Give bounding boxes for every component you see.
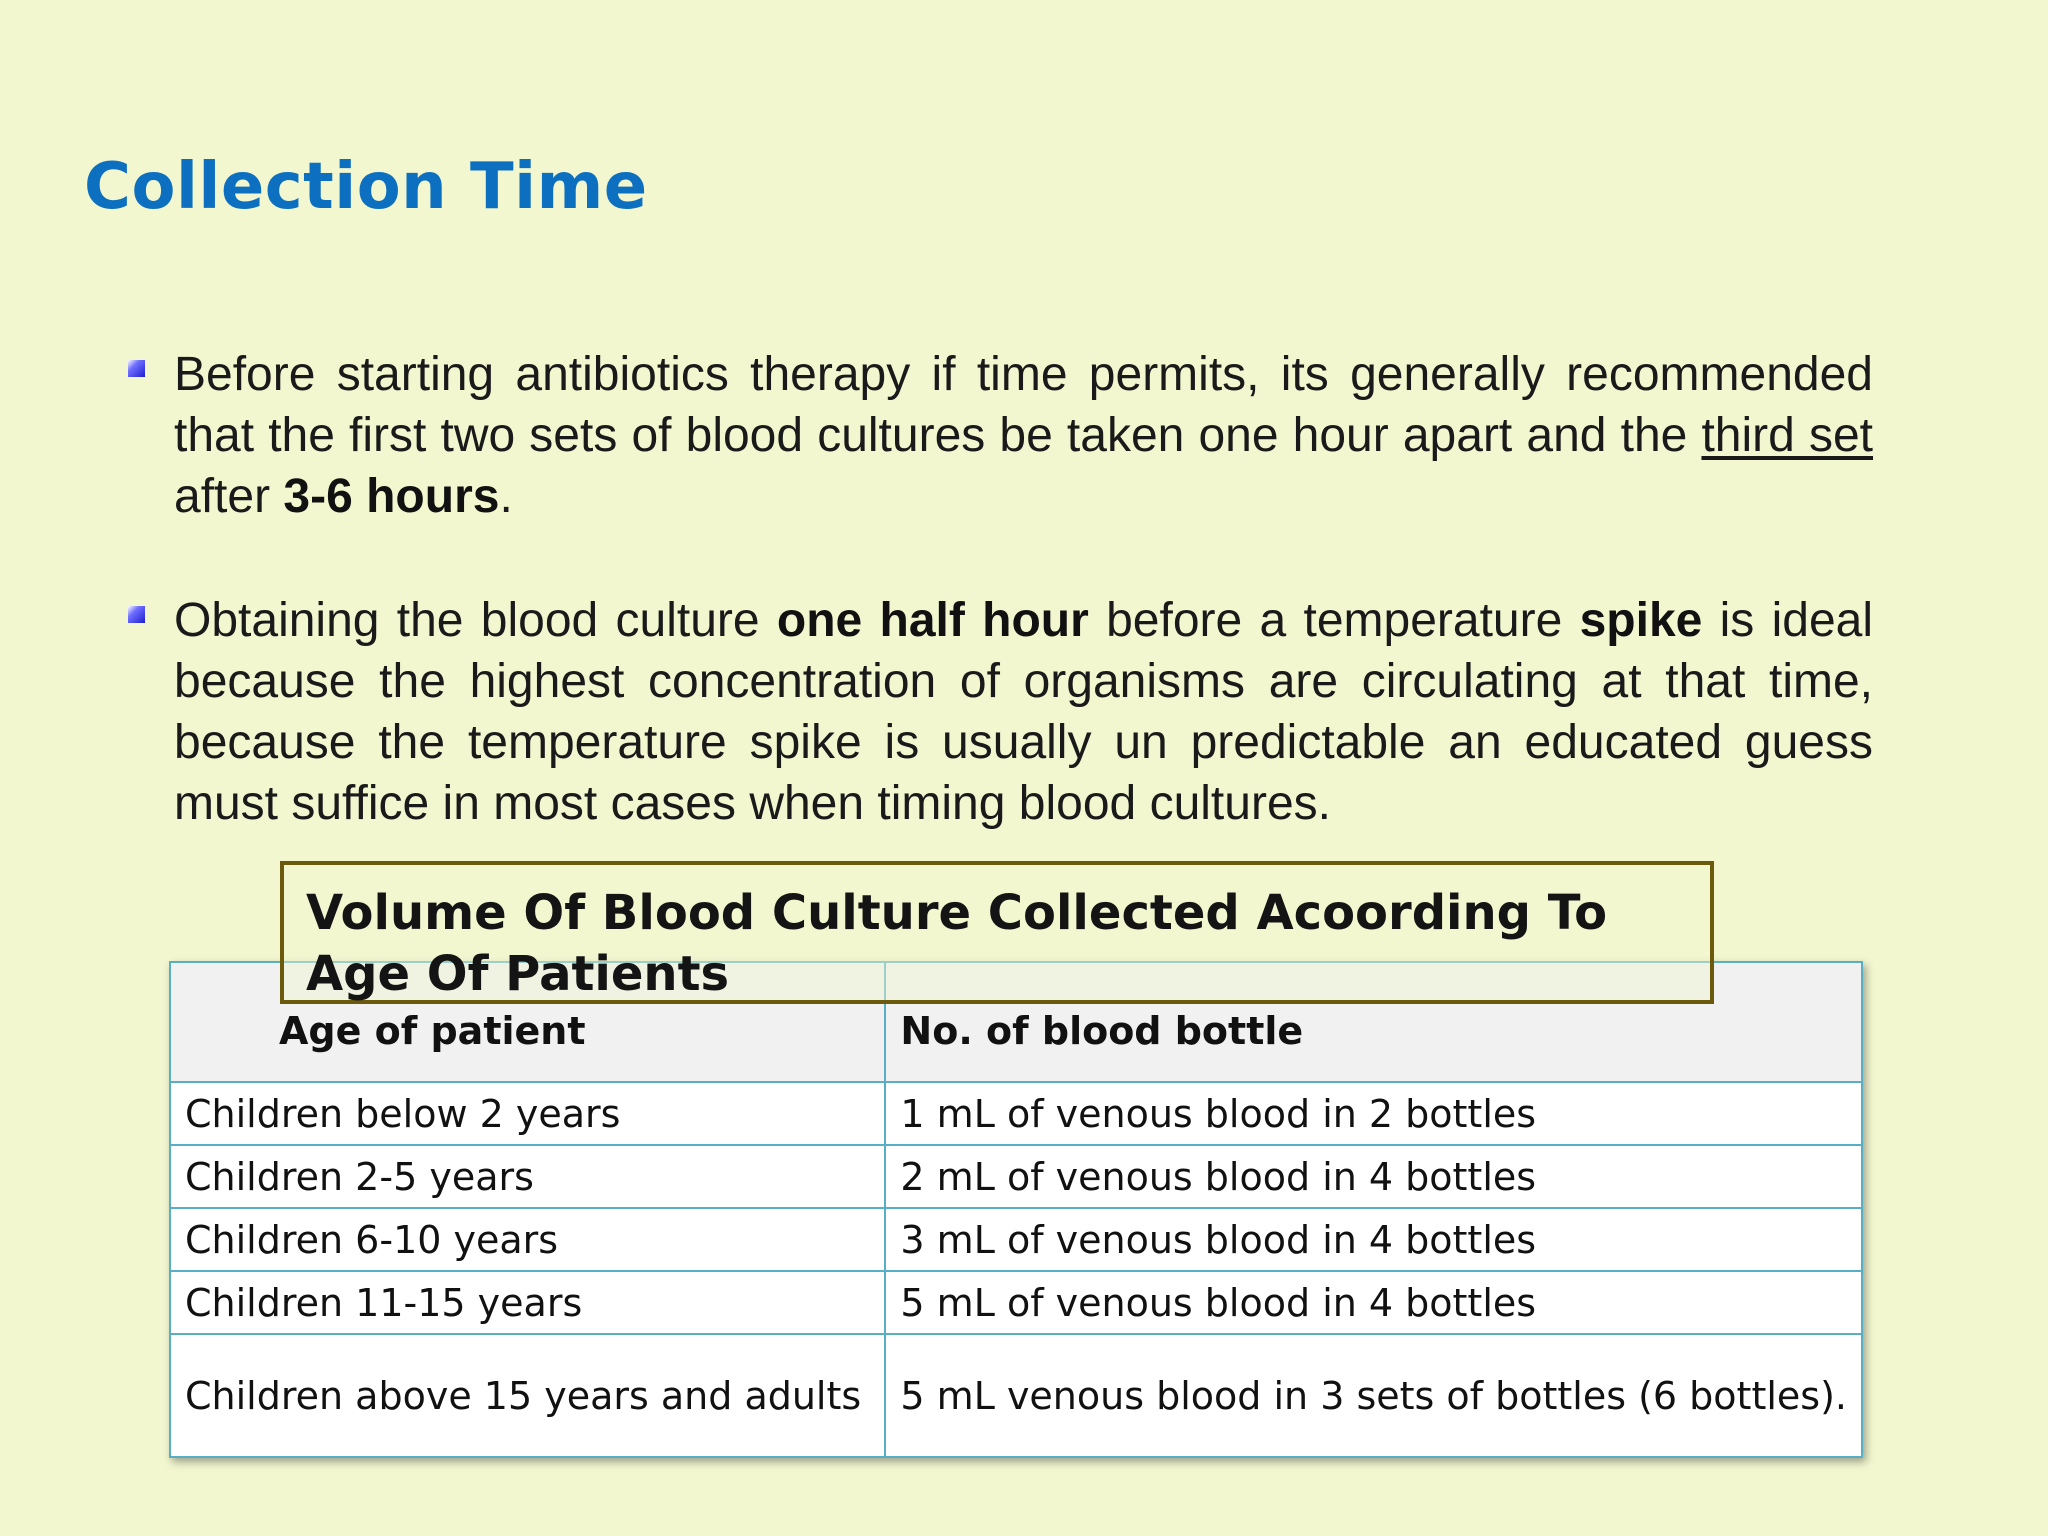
blood-volume-table <box>169 961 1863 1458</box>
table-cell: Children 2-5 years <box>170 1145 885 1208</box>
table-row <box>170 1082 1862 1145</box>
table-cell: 3 mL of venous blood in 4 bottles <box>885 1208 1862 1271</box>
table-cell: 2 mL of venous blood in 4 bottles <box>885 1145 1862 1208</box>
bullet-text-part: one half hour <box>776 594 1089 647</box>
bullet-text-part: is ideal because the highest concentration of organisms are circulating at that time, because the temperature spike is usually un predictable an educated guess must suffice in most cases when timing blood cultures. <box>174 594 1874 830</box>
bullet-text-part: spike <box>1579 594 1703 647</box>
bullet-text <box>174 590 1873 834</box>
table-cell: Children above 15 years and adults <box>170 1334 885 1457</box>
column-header-bottles: No. of blood bottle <box>885 962 1862 1082</box>
column-header-age: Age of patient <box>170 962 885 1082</box>
table-row <box>170 1334 1862 1457</box>
table-cell: 5 mL of venous blood in 4 bottles <box>885 1271 1862 1334</box>
table-row <box>170 1145 1862 1208</box>
table-cell: 5 mL venous blood in 3 sets of bottles (6 bottles). <box>885 1334 1862 1457</box>
bullet-text <box>174 344 1873 527</box>
bullet-text-part: 3-6 hours <box>283 470 500 523</box>
table-cell: 1 mL of venous blood in 2 bottles <box>885 1082 1862 1145</box>
bullet-text-part: before a temperature <box>1088 594 1580 647</box>
table-caption-box <box>280 861 1714 1004</box>
square-bullet-icon <box>128 606 145 623</box>
bullet-item <box>125 590 1875 834</box>
table-cell: Children 6-10 years <box>170 1208 885 1271</box>
table-caption: Volume Of Blood Culture Collected Acoording To Age Of Patients <box>306 885 1608 1002</box>
bullet-text-part: Before starting antibiotics therapy if time permits, its generally recommended that the first two sets of blood cultures be taken one hour apart and the <box>174 348 1873 462</box>
table-row <box>170 1271 1862 1334</box>
slide-title: Collection Time <box>84 150 648 224</box>
bullet-text-part: after <box>174 470 284 523</box>
bullet-text-part: Obtaining the blood culture <box>174 594 777 647</box>
table-cell: Children 11-15 years <box>170 1271 885 1334</box>
table-cell: Children below 2 years <box>170 1082 885 1145</box>
square-bullet-icon <box>128 360 145 377</box>
bullet-text-part: . <box>499 470 513 523</box>
bullet-item <box>125 344 1875 527</box>
bullet-text-part: third set <box>1701 409 1874 462</box>
table-row <box>170 1208 1862 1271</box>
